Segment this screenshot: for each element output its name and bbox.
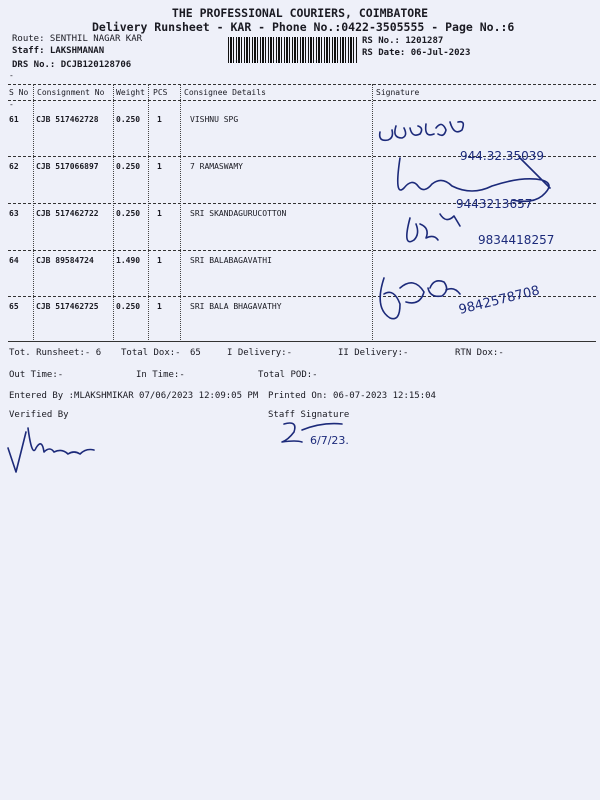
cell-sno: 64 (9, 256, 19, 265)
table-bottom-rule (8, 341, 596, 342)
handwritten-signatures (370, 118, 590, 338)
staff-signature-label: Staff Signature (268, 410, 350, 420)
column-separator (33, 84, 34, 342)
cell-consignee: VISHNU SPG (190, 115, 239, 124)
cell-pcs: 1 (157, 115, 162, 124)
cell-sno: 63 (9, 209, 19, 218)
cell-consignment: CJB 517066897 (36, 162, 99, 171)
column-separator (180, 84, 181, 342)
col-header-consignment: Consignment No (37, 88, 105, 97)
column-separator (148, 84, 149, 342)
cell-sno: 65 (9, 302, 19, 311)
row63-phone: 9834418257 (478, 233, 555, 247)
out-time: Out Time:- (9, 370, 64, 380)
cell-pcs: 1 (157, 209, 162, 218)
header-marker: - (9, 71, 14, 80)
staff-signature-date: 6/7/23. (310, 434, 349, 447)
cell-consignee: SRI BALABAGAVATHI (190, 256, 272, 265)
col-header-weight: Weight (116, 88, 145, 97)
staff-signature (280, 418, 370, 452)
runsheet-title: THE PROFESSIONAL COURIERS, COIMBATORE (171, 6, 429, 20)
row65-phone: 9842578708 (457, 283, 542, 318)
row62-phone: 9443213657 (456, 197, 533, 211)
cell-consignee: SRI BALA BHAGAVATHY (190, 302, 282, 311)
cell-sno: 61 (9, 115, 19, 124)
staff-label: Staff: LAKSHMANAN (12, 46, 105, 56)
cell-pcs: 1 (157, 302, 162, 311)
cell-weight: 0.250 (116, 302, 141, 311)
col-header-sno: S No (9, 88, 29, 97)
rs-number: RS No.: 1201287 (362, 36, 444, 46)
col-header-consignee: Consignee Details (184, 88, 266, 97)
total-dox-label: Total Dox:- (121, 348, 181, 358)
verified-by: Verified By (9, 410, 69, 420)
entered-by: Entered By :MLAKSHMIKAR 07/06/2023 12:09:05 PM (9, 391, 259, 401)
cell-weight: 0.250 (116, 162, 141, 171)
cell-weight: 0.250 (116, 115, 141, 124)
column-separator (113, 84, 114, 342)
cell-sno: 62 (9, 162, 19, 171)
cell-weight: 0.250 (116, 209, 141, 218)
col-header-signature: Signature (376, 88, 420, 97)
total-dox-value: 65 (190, 348, 201, 358)
total-runsheet: Tot. Runsheet:- 6 (9, 348, 102, 358)
i-delivery: I Delivery:- (227, 348, 293, 358)
header-marker: - (9, 100, 14, 109)
runsheet-subtitle: Delivery Runsheet - KAR - Phone No.:0422-3505555 - Page No.:6 (92, 20, 515, 34)
cell-weight: 1.490 (116, 256, 141, 265)
route-label: Route: SENTHIL NAGAR KAR (12, 34, 143, 44)
cell-consignment: CJB 517462722 (36, 209, 99, 218)
row61-phone: 944.32.35039 (460, 149, 544, 163)
printed-on: Printed On: 06-07-2023 12:15:04 (268, 391, 436, 401)
barcode (228, 37, 358, 63)
ii-delivery: II Delivery:- (338, 348, 409, 358)
table-top-rule (8, 84, 596, 85)
cell-consignee: 7 RAMASWAMY (190, 162, 243, 171)
cell-pcs: 1 (157, 256, 162, 265)
cell-consignment: CJB 517462728 (36, 115, 99, 124)
in-time: In Time:- (136, 370, 185, 380)
rtn-dox: RTN Dox:- (455, 348, 504, 358)
cell-consignee: SRI SKANDAGURUCOTTON (190, 209, 287, 218)
total-pod: Total POD:- (258, 370, 318, 380)
verified-signature (0, 418, 120, 478)
cell-consignment: CJB 517462725 (36, 302, 99, 311)
drs-number: DRS No.: DCJB120128706 (12, 60, 132, 70)
cell-consignment: CJB 89584724 (36, 256, 94, 265)
col-header-pcs: PCS (153, 88, 168, 97)
header-bottom-rule (8, 100, 596, 101)
cell-pcs: 1 (157, 162, 162, 171)
rs-date: RS Date: 06-Jul-2023 (362, 48, 471, 58)
